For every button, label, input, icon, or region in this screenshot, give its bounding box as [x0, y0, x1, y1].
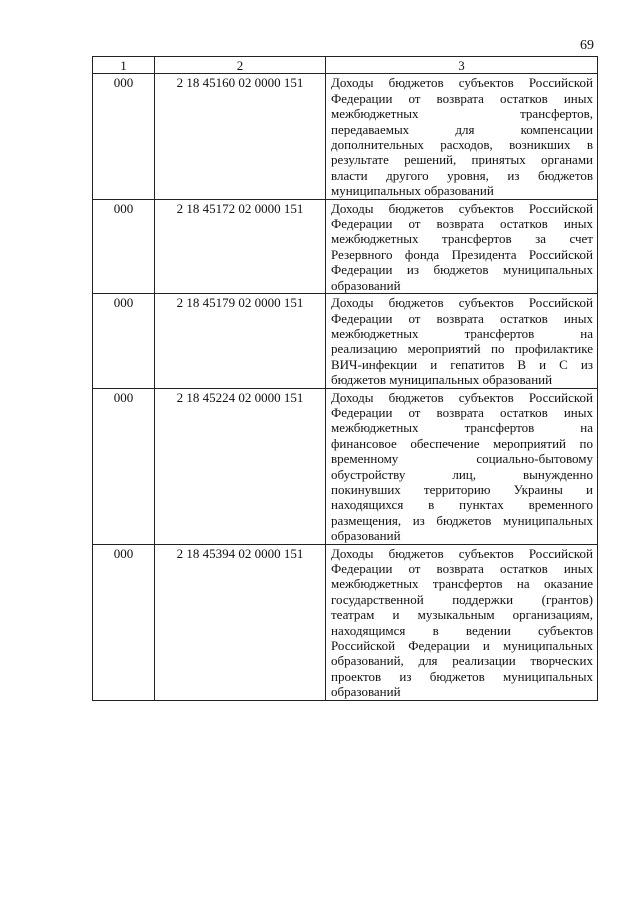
revenue-codes-table — [92, 56, 598, 701]
description-line: муниципальных образований — [331, 183, 494, 199]
revenue-description-cell — [326, 294, 598, 388]
description-line: власти другого уровня, из бюджетов — [331, 167, 593, 183]
description-line: Доходы бюджетов субъектов Российской — [331, 389, 593, 405]
revenue-description-cell — [326, 544, 598, 700]
description-line: ВИЧ-инфекции и гепатитов B и C из — [331, 356, 593, 372]
description-line: Федерации от возврата остатков иных — [331, 90, 593, 106]
table-row — [93, 544, 598, 700]
table-body — [93, 74, 598, 700]
description-line: Резервного фонда Президента Российской — [331, 246, 593, 262]
budget-classification-code-cell: 2 18 45224 02 0000 151 — [155, 388, 326, 544]
description-line: образований — [331, 277, 401, 293]
description-line: Федерации от возврата остатков иных — [331, 310, 593, 326]
column-header-3: 3 — [326, 57, 598, 74]
table-header-row — [93, 57, 598, 74]
admin-code-cell: 000 — [93, 199, 155, 293]
description-line: Федерации от возврата остатков иных — [331, 561, 593, 576]
revenue-description-cell — [326, 388, 598, 544]
description-line: обустройству лиц, вынужденно — [331, 466, 593, 482]
table-row — [93, 388, 598, 544]
description-line: Федерации от возврата остатков иных — [331, 216, 593, 232]
description-line: межбюджетных трансфертов на — [331, 420, 593, 436]
description-line: Доходы бюджетов субъектов Российской — [331, 75, 593, 91]
admin-code-cell: 000 — [93, 74, 155, 199]
budget-classification-code-cell: 2 18 45394 02 0000 151 — [155, 544, 326, 700]
description-line: проектов из бюджетов муниципальных — [331, 668, 593, 684]
column-header-1: 1 — [93, 57, 155, 74]
description-line: передаваемых для компенсации — [331, 121, 593, 137]
description-line: Российской Федерации и муниципальных — [331, 638, 593, 654]
description-line: находящихся в пунктах временного — [331, 497, 593, 513]
description-line: межбюджетных трансфертов на оказание — [331, 576, 593, 592]
description-line: Федерации от возврата остатков иных — [331, 404, 593, 420]
table-row — [93, 294, 598, 388]
budget-classification-code-cell: 2 18 45179 02 0000 151 — [155, 294, 326, 388]
description-line: финансовое обеспечение мероприятий по — [331, 435, 593, 451]
admin-code-cell: 000 — [93, 294, 155, 388]
description-line: межбюджетных трансфертов на — [331, 325, 593, 341]
budget-classification-code-cell: 2 18 45160 02 0000 151 — [155, 74, 326, 199]
page-number: 69 — [580, 38, 594, 53]
description-line: реализацию мероприятий по профилактике — [331, 341, 593, 357]
description-line: временному социально-бытовому — [331, 451, 593, 467]
column-header-2: 2 — [155, 57, 326, 74]
description-line: Федерации из бюджетов муниципальных — [331, 262, 593, 278]
admin-code-cell: 000 — [93, 544, 155, 700]
description-line: Доходы бюджетов субъектов Российской — [331, 200, 593, 216]
budget-classification-code-cell: 2 18 45172 02 0000 151 — [155, 199, 326, 293]
admin-code-cell: 000 — [93, 388, 155, 544]
description-line: дополнительных расходов, возникших в — [331, 137, 593, 153]
description-line: межбюджетных трансфертов, — [331, 106, 593, 122]
revenue-description-cell — [326, 74, 598, 199]
description-line: Доходы бюджетов субъектов Российской — [331, 295, 593, 311]
description-line: театрам и музыкальным организациям, — [331, 607, 593, 623]
description-line: размещения, из бюджетов муниципальных — [331, 512, 593, 528]
description-line: покинувших территорию Украины и — [331, 481, 593, 497]
description-line: государственной поддержки (грантов) — [331, 591, 593, 607]
description-line: образований — [331, 684, 401, 700]
table-row — [93, 74, 598, 199]
description-line: находящимся в ведении субъектов — [331, 622, 593, 638]
description-line: бюджетов муниципальных образований — [331, 372, 553, 388]
table-row — [93, 199, 598, 293]
description-line: результате решений, принятых органами — [331, 152, 593, 168]
description-line: образований — [331, 528, 401, 544]
description-line: образований, для реализации творческих — [331, 653, 593, 669]
revenue-description-cell — [326, 199, 598, 293]
description-line: Доходы бюджетов субъектов Российской — [331, 545, 593, 561]
description-line: межбюджетных трансфертов за счет — [331, 231, 593, 247]
